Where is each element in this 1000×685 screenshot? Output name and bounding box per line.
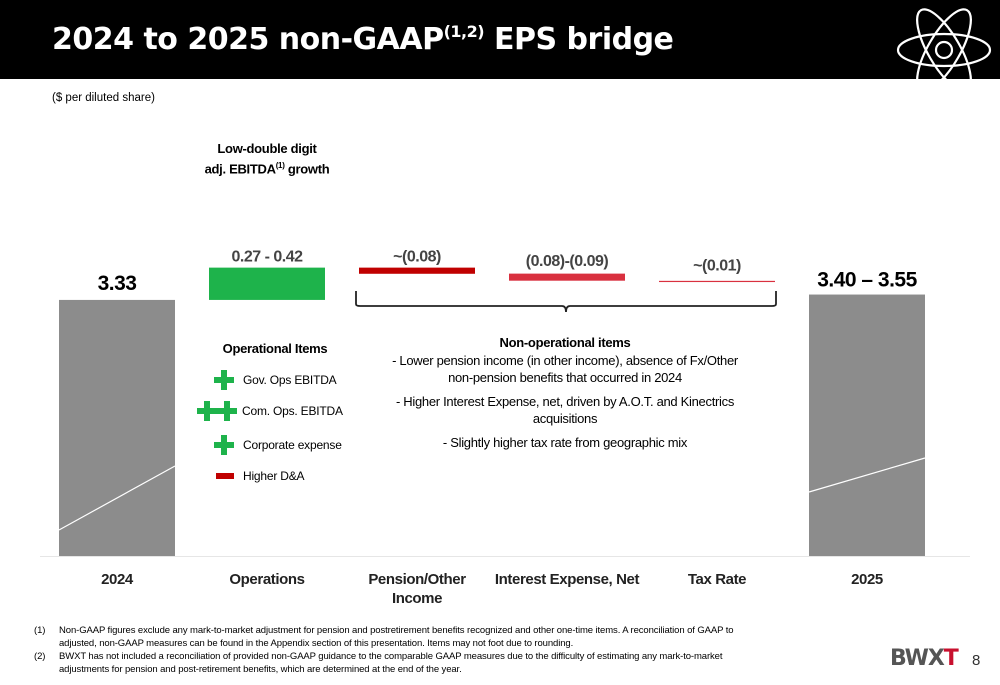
legend-item-label: Corporate expense — [243, 438, 342, 452]
units-note: ($ per diluted share) — [52, 92, 155, 104]
bar-pension — [359, 268, 475, 274]
category-label: Operations — [229, 571, 305, 588]
category-label: Interest Expense, Net — [494, 571, 640, 588]
category-label: Tax Rate — [687, 571, 747, 588]
footnotes — [34, 624, 754, 676]
data-label-pension: ~(0.08) — [393, 248, 441, 266]
data-label-2025: 3.40 – 3.55 — [817, 268, 917, 292]
minus-bar-icon — [196, 464, 242, 488]
category-label: 2025 — [851, 571, 883, 588]
bar-tax-rate — [659, 281, 775, 282]
footnote: (2) BWXT has not included a reconciliation of provided non-GAAP guidance to the comparable GAAP measures due to the difficulty of estimating any mark-to-market adjustments for pension and post-retirement benefits, which are determined at the end of the year. — [34, 651, 723, 675]
non-operational-brace — [356, 291, 776, 312]
category-label: Pension/Other — [368, 571, 466, 588]
page-number: 8 — [972, 652, 981, 669]
legend-title: Operational Items — [222, 341, 328, 356]
non-operational-notes — [390, 335, 740, 458]
bwxt-logo: BWXT — [890, 646, 958, 671]
plus-icon — [196, 368, 242, 392]
data-label-tax-rate: ~(0.01) — [693, 257, 741, 275]
legend-item-label: Com. Ops. EBITDA — [242, 404, 343, 418]
bar-operations — [209, 268, 325, 300]
page-title: 2024 to 2025 non-GAAP$^{(1,2)}$ EPS bridge — [52, 22, 674, 57]
nonop-item: - Slightly higher tax rate from geographic mix — [442, 435, 688, 450]
operations-annotation: Low-double digit adj. EBITDA$^{(1)}$ growth — [204, 141, 330, 177]
plus-icon — [196, 399, 242, 423]
nonop-item: - Lower pension income (in other income), absence of Fx/Other non-pension benefits that occurred in 2024 — [392, 353, 738, 385]
data-label-interest: (0.08)-(0.09) — [525, 252, 609, 270]
category-label: Income — [391, 590, 443, 607]
legend-item-label: Higher D&A — [243, 469, 305, 483]
bar-2024 — [59, 300, 175, 556]
bar-2025 — [809, 295, 925, 556]
bar-interest — [509, 274, 625, 281]
plus-icon — [196, 433, 242, 457]
legend-item-label: Gov. Ops EBITDA — [243, 373, 337, 387]
nonop-title: Non-operational items — [499, 335, 631, 350]
nonop-item: - Higher Interest Expense, net, driven by A.O.T. and Kinectrics acquisitions — [395, 394, 735, 426]
footnote: (1) Non-GAAP figures exclude any mark-to-market adjustment for pension and postretirement benefits recognized and other one-time items. A reconciliation of GAAP to adjusted, non-GAAP measures can be found in the Appendix section of this presentation. Items may not foot due to rounding. — [34, 625, 734, 649]
data-label-operations: 0.27 - 0.42 — [231, 248, 303, 266]
data-label-2024: 3.33 — [97, 271, 137, 295]
category-label: 2024 — [101, 571, 133, 588]
